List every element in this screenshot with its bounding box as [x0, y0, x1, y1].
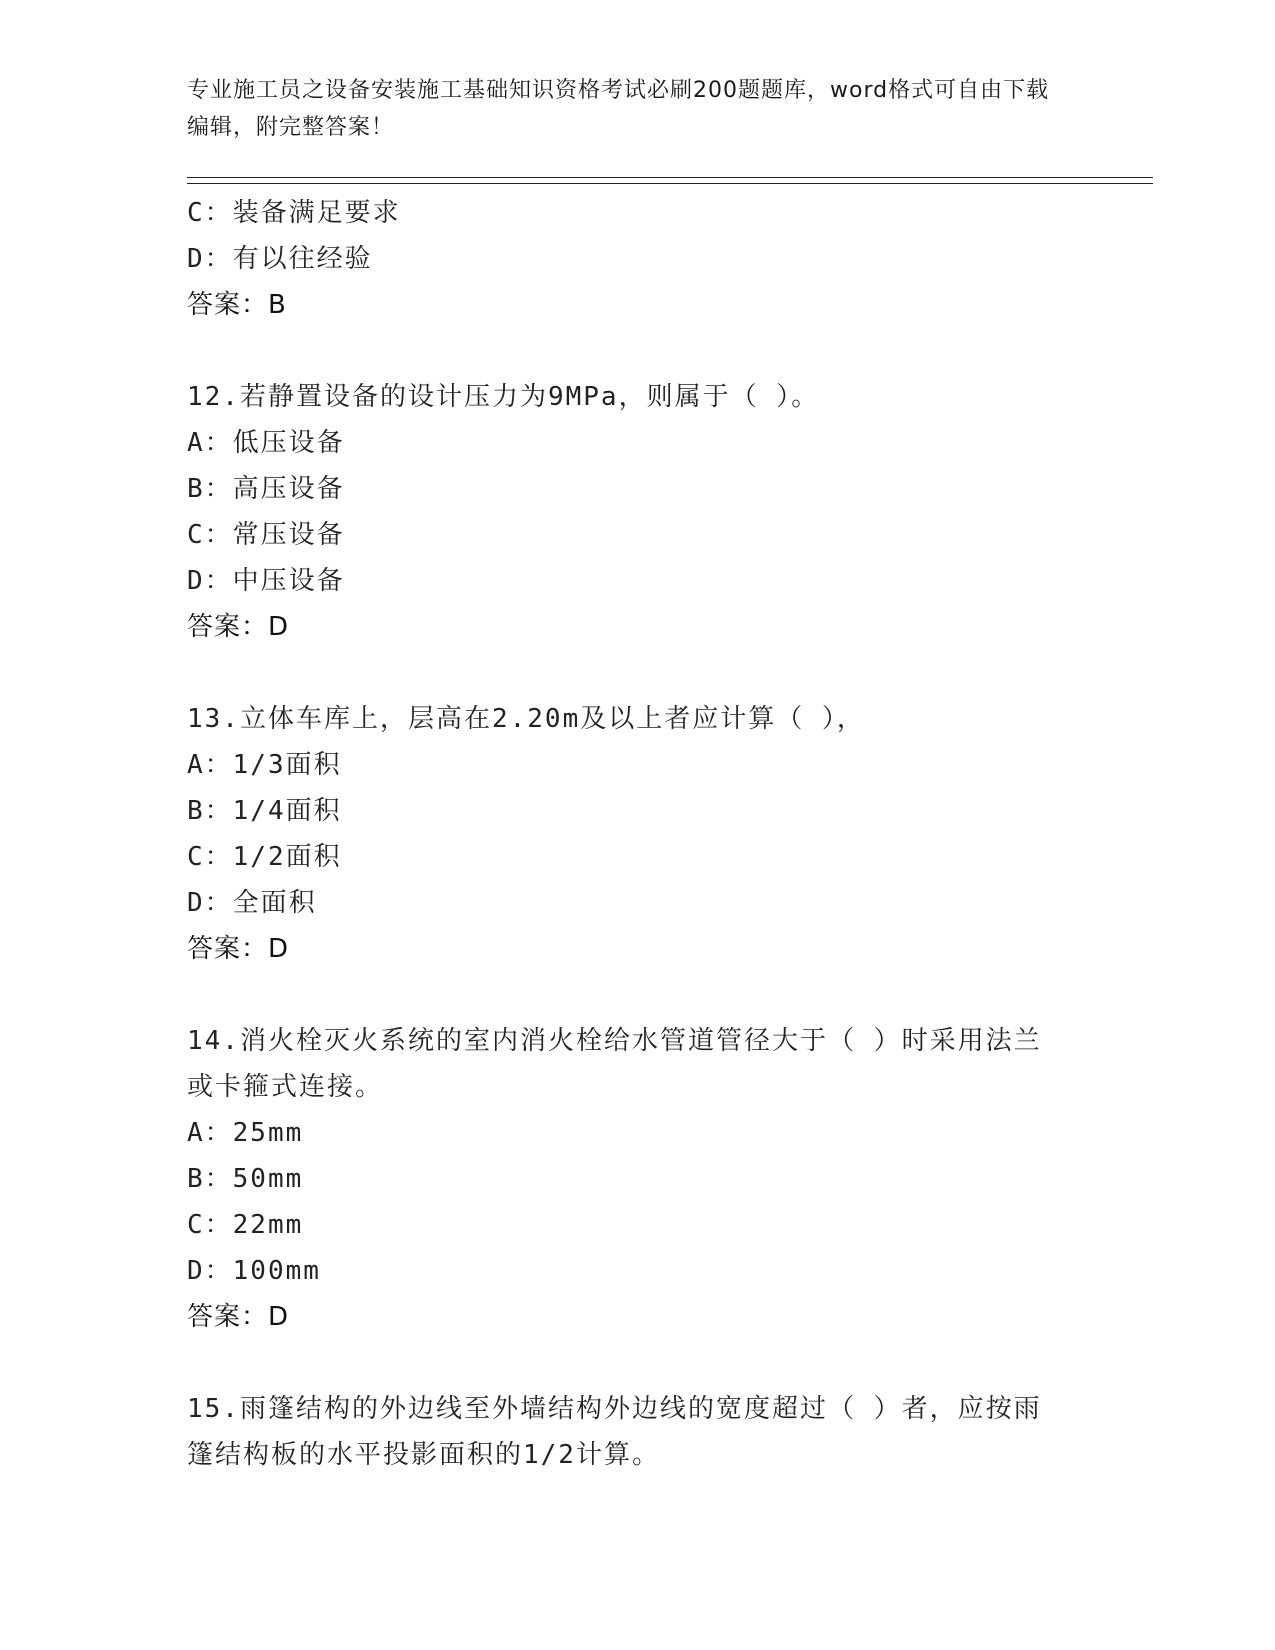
document-header: 专业施工员之设备安装施工基础知识资格考试必刷200题题库，word格式可自由下载编辑，附完整答案！ [187, 78, 1050, 140]
option-d: D：有以往经验 [187, 244, 373, 274]
question-12 [187, 374, 1087, 650]
header-divider-top [187, 177, 1153, 178]
option-d: D：中压设备 [187, 566, 345, 596]
option-b: B：1/4面积 [187, 796, 342, 826]
option-b: B：50mm [187, 1164, 304, 1194]
option-c: C：装备满足要求 [187, 198, 401, 228]
answer-label: 答案：D [187, 934, 290, 964]
question-13 [187, 696, 1087, 972]
spacer [187, 650, 1087, 696]
question-stem: 15.雨篷结构的外边线至外墙结构外边线的宽度超过（ ）者，应按雨篷结构板的水平投影面积的1/2计算。 [187, 1394, 1042, 1470]
question-15 [187, 1386, 1087, 1478]
spacer [187, 1340, 1087, 1386]
option-c: C：22mm [187, 1210, 304, 1240]
option-d: D：100mm [187, 1256, 321, 1286]
option-d: D：全面积 [187, 888, 317, 918]
option-c: C：1/2面积 [187, 842, 342, 872]
answer-label: 答案：D [187, 612, 290, 642]
question-14 [187, 1018, 1087, 1340]
answer-label: 答案：B [187, 290, 287, 320]
question-content [187, 190, 1087, 1478]
option-b: B：高压设备 [187, 474, 345, 504]
option-a: A：低压设备 [187, 428, 345, 458]
question-stem: 12.若静置设备的设计压力为9MPa，则属于（ ）。 [187, 382, 820, 412]
prev-question [187, 190, 1087, 328]
spacer [187, 972, 1087, 1018]
option-c: C：常压设备 [187, 520, 345, 550]
spacer [187, 328, 1087, 374]
question-stem: 14.消火栓灭火系统的室内消火栓给水管道管径大于（ ）时采用法兰或卡箍式连接。 [187, 1026, 1042, 1102]
question-stem: 13.立体车库上，层高在2.20m及以上者应计算（ ）， [187, 704, 865, 734]
answer-label: 答案：D [187, 1302, 290, 1332]
option-a: A：25mm [187, 1118, 304, 1148]
header-divider-bottom [187, 183, 1153, 184]
option-a: A：1/3面积 [187, 750, 342, 780]
